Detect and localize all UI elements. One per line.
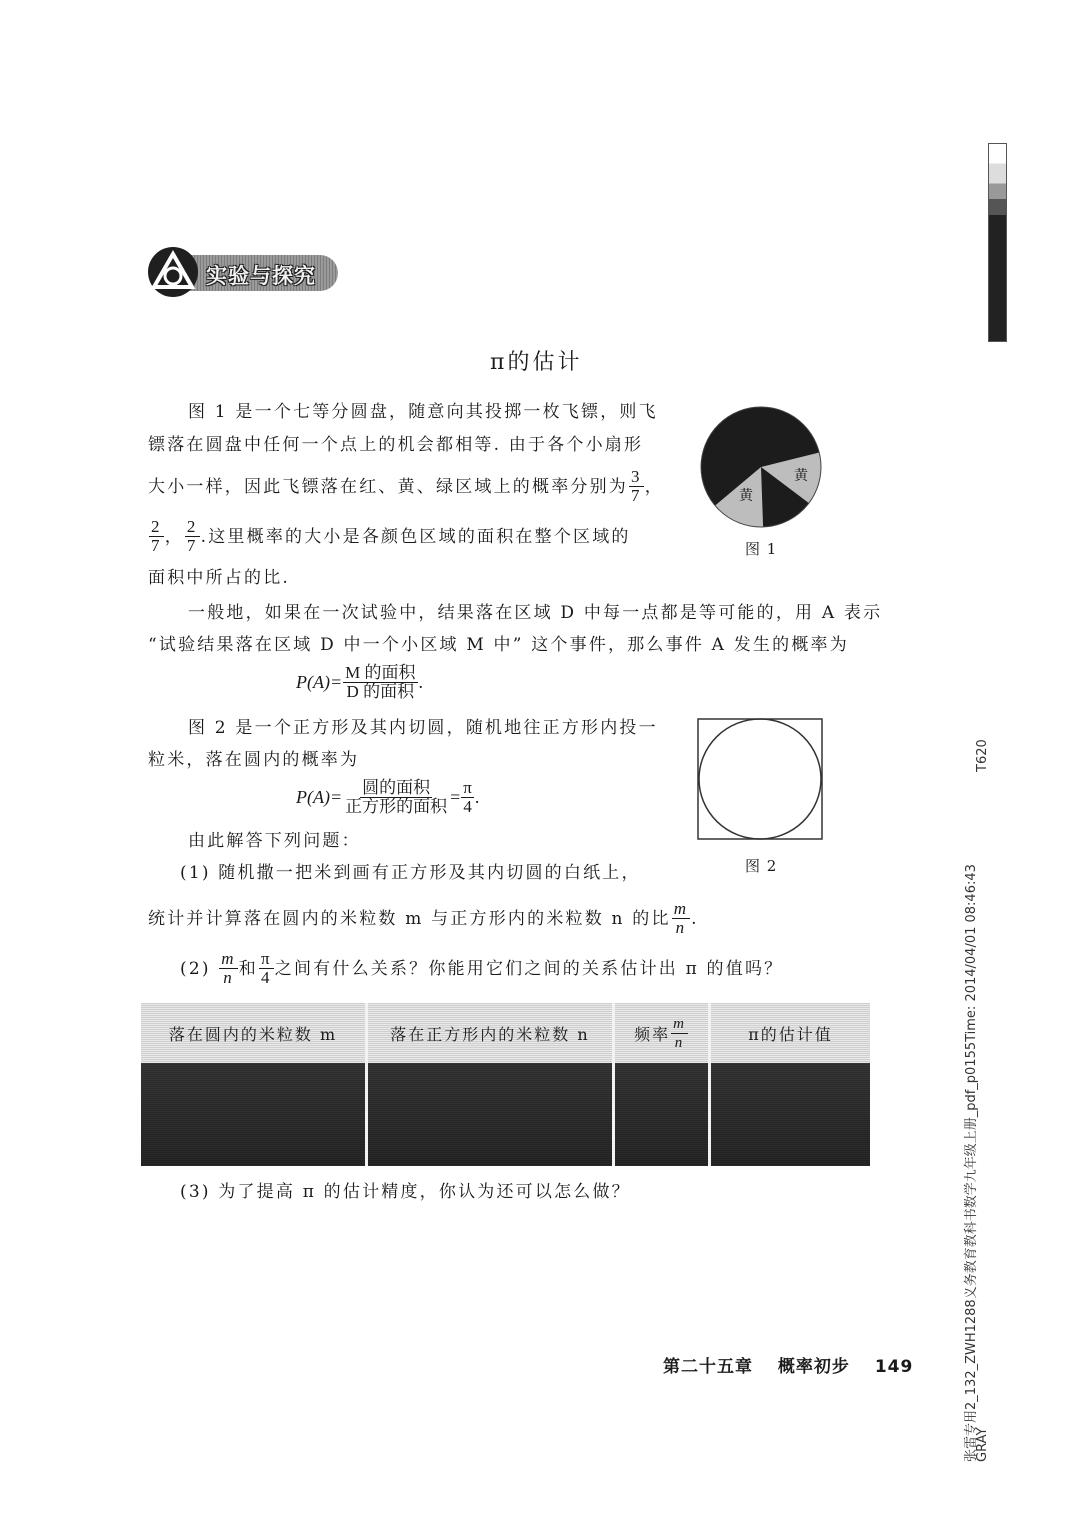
question-1-line2: 统计并计算落在圆内的米粒数 m 与正方形内的米粒数 n 的比 $\frac{m}{n}$ . — [148, 899, 699, 937]
margin-code: T620 — [975, 739, 990, 772]
para3-line2: 粒米，落在圆内的概率为 — [148, 750, 360, 770]
question-3: (3) 为了提高 π 的估计精度，你认为还可以怎么做？ — [180, 1182, 631, 1202]
fraction-yellow: $\frac{2}{7}$ — [151, 517, 162, 555]
fraction-pi-over-4-q2: $\frac{\pi}{4}$ — [260, 949, 272, 987]
footer-chapter: 第二十五章 — [663, 1357, 753, 1377]
col-header-frequency: 频率 $\frac{m}{n}$ — [614, 1003, 710, 1063]
para1-line1: 图 1 是一个七等分圆盘，随意向其投掷一枚飞镖，则飞 — [188, 402, 658, 422]
pie-label-yellow-2: 黄 — [739, 488, 753, 504]
para2-line1: 一般地，如果在一次试验中，结果落在区域 D 中每一点都是等可能的，用 A 表示 — [188, 603, 883, 623]
para3-line1: 图 2 是一个正方形及其内切圆，随机地往正方形内投一 — [188, 718, 658, 738]
fraction-m-over-n-q2: $\frac{m}{n}$ — [221, 949, 236, 987]
figure2-caption: 图 2 — [745, 857, 778, 875]
margin-stamp-line1: 张雷专用2_132_ZWH1288义务教育教科书数学九年级上册_pdf_p0155Time: 2014/04/01 08:46:43 — [964, 864, 979, 1462]
figure1-pie — [700, 406, 822, 528]
results-table — [141, 1003, 870, 1166]
page-number: 149 — [874, 1357, 914, 1377]
formula-general-fraction: $\frac{\text{M 的面积}}{\text{D 的面积}}$ — [345, 663, 416, 701]
pie-label-yellow-1: 黄 — [794, 468, 808, 484]
fraction-m-over-n-header: $\frac{m}{n}$ — [673, 1015, 686, 1051]
table-row — [141, 1063, 870, 1166]
cell-pi-estimate[interactable] — [710, 1063, 871, 1166]
para2-line2: “试验结果落在区域 D 中一个小区域 M 中” 这个事件，那么事件 A 发生的概率为 — [148, 635, 849, 655]
question-2: (2) $\frac{m}{n}$ 和 $\frac{\pi}{4}$ 之间有什么关系？你能用它们之间的关系估计出 π 的值吗？ — [180, 949, 784, 987]
question-1-line1: (1) 随机撒一把米到画有正方形及其内切圆的白纸上， — [180, 863, 641, 883]
footer-topic: 概率初步 — [777, 1357, 850, 1377]
section-banner — [148, 247, 338, 297]
fraction-red: $\frac{3}{7}$ — [631, 467, 642, 505]
cell-n[interactable] — [367, 1063, 614, 1166]
questions-intro: 由此解答下列问题： — [188, 831, 361, 851]
formula-circle-fraction: $\frac{\text{圆的面积}}{\text{正方形的面积}}$ — [345, 778, 448, 816]
col-header-m: 落在圆内的米粒数 m — [141, 1003, 367, 1063]
figure2-square-circle — [697, 718, 823, 840]
fraction-green: $\frac{2}{7}$ — [186, 517, 198, 555]
figure1-caption: 图 1 — [745, 540, 778, 558]
cell-frequency[interactable] — [614, 1063, 710, 1166]
para1-line4-text: 这里概率的大小是各颜色区域的面积在整个区域的 — [208, 526, 631, 547]
col-header-n: 落在正方形内的米粒数 n — [367, 1003, 614, 1063]
formula-circle: P(A)= $\frac{\text{圆的面积}}{\text{正方形的面积}}$ = $\frac{\pi}{4}$ . — [296, 778, 480, 816]
col-header-pi-estimate: π的估计值 — [710, 1003, 871, 1063]
para1-line3-text: 大小一样，因此飞镖落在红、黄、绿区域上的概率分别为 — [148, 476, 628, 497]
formula-general: P(A)= $\frac{\text{M 的面积}}{\text{D 的面积}}$ . — [296, 663, 423, 701]
page-footer — [663, 1352, 913, 1377]
formula-pi-over-4: $\frac{\pi}{4}$ — [463, 778, 472, 816]
margin-stamp-line2: GRAY — [975, 1427, 990, 1462]
page-title: π的估计 — [490, 350, 583, 375]
para1-line2: 镖落在圆盘中任何一个点上的机会都相等. 由于各个小扇形 — [148, 435, 644, 455]
cell-m[interactable] — [141, 1063, 367, 1166]
fraction-m-over-n: $\frac{m}{n}$ — [673, 899, 689, 937]
para1-line5: 面积中所占的比. — [148, 568, 291, 588]
para1-line4: $\frac{2}{7}$ ， $\frac{2}{7}$ . 这里概率的大小是各颜色区域的面积在整个区域的 — [151, 517, 631, 555]
triangle-in-circle-icon — [148, 247, 198, 297]
grayscale-calibration-bar — [988, 143, 1007, 342]
para1-line3: 大小一样，因此飞镖落在红、黄、绿区域上的概率分别为 $\frac{3}{7}$ ， — [148, 467, 664, 505]
banner-label: 实验与探究 — [206, 264, 316, 288]
